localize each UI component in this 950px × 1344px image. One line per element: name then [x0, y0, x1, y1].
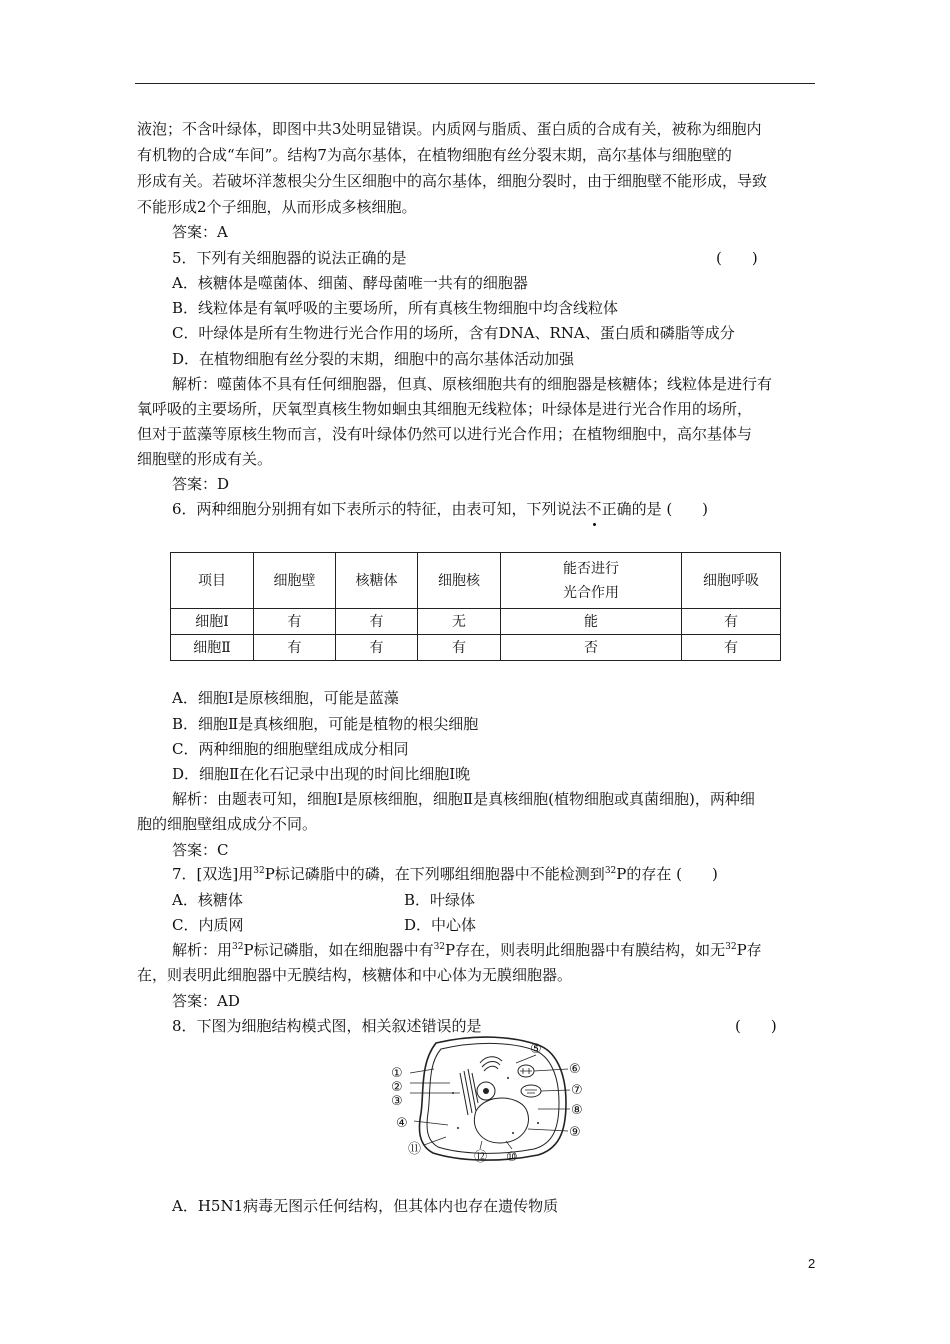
page-number: 2	[808, 1256, 816, 1271]
table-cell: 细胞Ⅱ	[171, 635, 254, 661]
table-cell: 有	[682, 635, 781, 661]
figure-label: ⑩	[506, 1150, 518, 1165]
table-cell: 有	[682, 609, 781, 635]
header-rule	[135, 83, 815, 84]
figure-label: ⑧	[571, 1103, 583, 1118]
nucleolus	[483, 1088, 489, 1094]
option-d: D．中心体	[404, 916, 477, 934]
figure-label: ⑤	[530, 1042, 542, 1057]
table-header: 细胞壁	[254, 553, 336, 609]
answer-bracket: ( )	[735, 1017, 777, 1035]
question-6: 6．两种细胞分别拥有如下表所示的特征，由表可知，下列说法不正确的是 ( )	[172, 500, 709, 518]
golgi	[480, 1057, 502, 1071]
figure-label: ⑥	[569, 1062, 581, 1077]
answer: 答案：AD	[172, 992, 240, 1010]
option-c: C．叶绿体是所有生物进行光合作用的场所，含有DNA、RNA、蛋白质和磷脂等成分	[172, 324, 735, 342]
comparison-table	[170, 552, 781, 661]
vacuole	[474, 1098, 528, 1143]
question-7: 7．[双选]用$^{32}$P标记磷脂中的磷，在下列哪组细胞器中不能检测到$^{32}$P的存在 ( )	[172, 865, 718, 883]
option-d: D．细胞Ⅱ在化石记录中出现的时间比细胞Ⅰ晚	[172, 765, 471, 783]
figure-label: ①	[391, 1066, 403, 1081]
table-cell: 否	[501, 635, 682, 661]
table-cell: 细胞Ⅰ	[171, 609, 254, 635]
answer-bracket: ( )	[716, 249, 758, 267]
table-row	[171, 635, 781, 661]
analysis-line: 胞的细胞壁组成成分不同。	[137, 815, 318, 833]
option-c: C．两种细胞的细胞壁组成成分相同	[172, 740, 409, 758]
answer: 答案：A	[172, 223, 228, 241]
analysis-line: 液泡；不含叶绿体，即图中共3处明显错误。内质网与脂质、蛋白质的合成有关，被称为细胞内	[137, 120, 762, 138]
figure-label: ⑫	[474, 1150, 488, 1165]
option-b: B．细胞Ⅱ是真核细胞，可能是植物的根尖细胞	[172, 715, 479, 733]
analysis-line: 氧呼吸的主要场所，厌氧型真核生物如蛔虫其细胞无线粒体；叶绿体是进行光合作用的场所，	[137, 400, 753, 418]
analysis-line: 细胞壁的形成有关。	[137, 450, 273, 468]
table-cell: 有	[418, 635, 501, 661]
question-5: 5．下列有关细胞器的说法正确的是	[172, 249, 407, 267]
figure-label: ⑨	[569, 1125, 581, 1140]
analysis-line: 解析：由题表可知，细胞Ⅰ是原核细胞，细胞Ⅱ是真核细胞(植物细胞或真菌细胞)，两种细	[172, 790, 755, 808]
option-c: C．内质网	[172, 916, 244, 934]
option-a: A．细胞Ⅰ是原核细胞，可能是蓝藻	[172, 689, 399, 707]
figure-label: ⑦	[571, 1083, 583, 1098]
chloroplast	[521, 1085, 541, 1097]
table-header: 能否进行 光合作用	[501, 553, 682, 609]
figure-label: ④	[396, 1116, 408, 1131]
table-cell: 有	[254, 635, 336, 661]
analysis-line: 有机物的合成“车间”。结构7为高尔基体，在植物细胞有丝分裂末期，高尔基体与细胞壁的	[137, 146, 732, 164]
figure-label: ②	[391, 1080, 403, 1095]
analysis-line: 形成有关。若破坏洋葱根尖分生区细胞中的高尔基体，细胞分裂时，由于细胞壁不能形成，导致	[137, 172, 768, 190]
answer: 答案：C	[172, 841, 229, 859]
analysis-line: 在，则表明此细胞器中无膜结构，核糖体和中心体为无膜细胞器。	[137, 966, 573, 984]
option-a: A．核糖体是噬菌体、细菌、酵母菌唯一共有的细胞器	[172, 274, 528, 292]
analysis-line: 解析：噬菌体不具有任何细胞器，但真、原核细胞共有的细胞器是核糖体；线粒体是进行有	[172, 375, 773, 393]
endoplasmic-reticulum	[460, 1069, 478, 1115]
table-cell: 有	[254, 609, 336, 635]
table-cell: 无	[418, 609, 501, 635]
table-cell: 有	[336, 609, 418, 635]
table-header: 项目	[171, 553, 254, 609]
table-header: 细胞核	[418, 553, 501, 609]
option-b: B．线粒体是有氧呼吸的主要场所，所有真核生物细胞中均含线粒体	[172, 299, 619, 317]
option-d: D．在植物细胞有丝分裂的末期，细胞中的高尔基体活动加强	[172, 350, 575, 368]
table-cell: 能	[501, 609, 682, 635]
option-b: B．叶绿体	[404, 891, 476, 909]
option-a: A．H5N1病毒无图示任何结构，但其体内也存在遗传物质	[172, 1197, 559, 1215]
figure-label: ⑪	[408, 1142, 422, 1157]
table-row	[171, 609, 781, 635]
table-cell: 有	[336, 635, 418, 661]
option-a: A．核糖体	[172, 891, 243, 909]
analysis-line: 不能形成2个子细胞，从而形成多核细胞。	[137, 198, 417, 216]
answer: 答案：D	[172, 475, 230, 493]
analysis-line: 但对于蓝藻等原核生物而言，没有叶绿体仍然可以进行光合作用；在植物细胞中，高尔基体与	[137, 425, 753, 443]
cell-membrane	[427, 1043, 559, 1153]
table-header: 细胞呼吸	[682, 553, 781, 609]
question-8: 8．下图为细胞结构模式图，相关叙述错误的是	[172, 1017, 482, 1035]
figure-label: ③	[391, 1094, 403, 1109]
emphasis-char: 不	[586, 500, 602, 518]
cell-diagram	[388, 1033, 598, 1165]
table-header: 核糖体	[336, 553, 418, 609]
analysis-line: 解析：用$^{32}$P标记磷脂，如在细胞器中有$^{32}$P存在，则表明此细胞器中有膜结构，如无$^{32}$P存	[172, 941, 762, 959]
